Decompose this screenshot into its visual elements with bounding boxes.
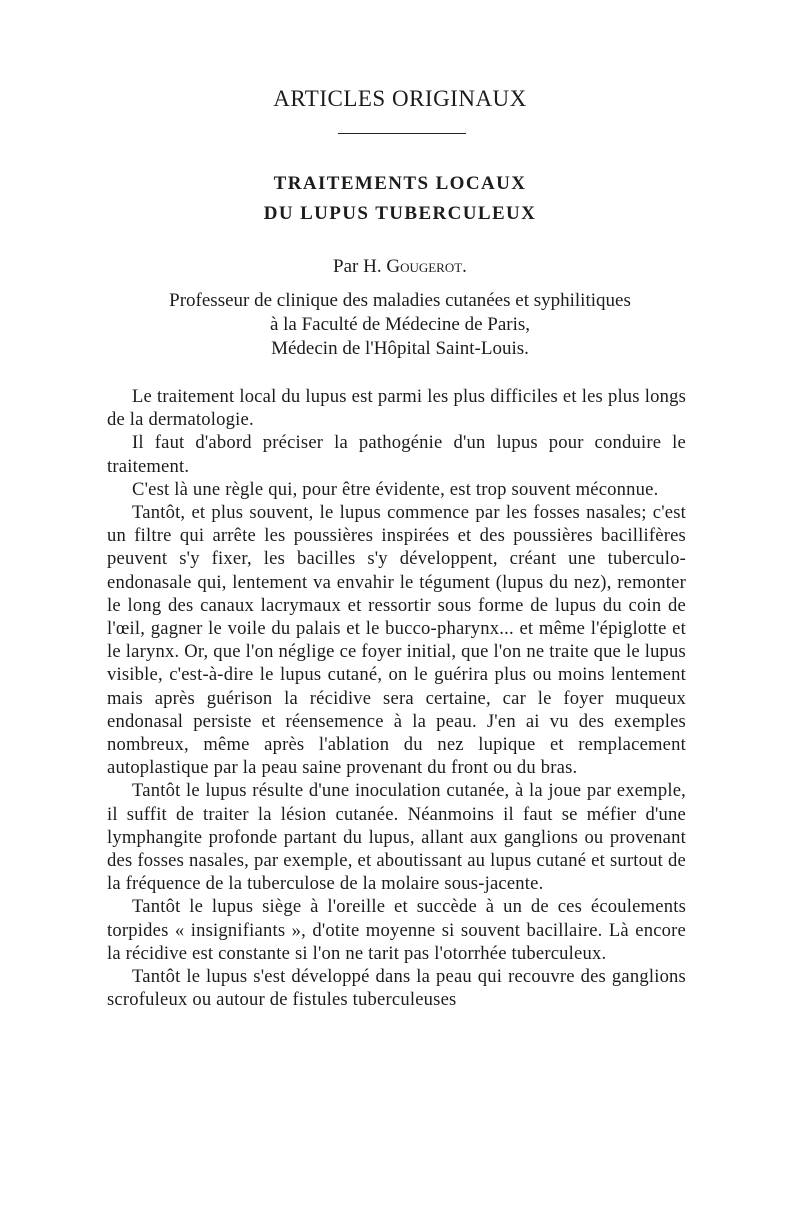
body-paragraph: Tantôt le lupus s'est développé dans la peau qui recouvre des ganglions scrofuleux ou autour de fistules tuberculeuses	[107, 966, 686, 1011]
header-rule	[338, 133, 466, 134]
section-header: ARTICLES ORIGINAUX	[273, 86, 527, 111]
body-paragraph: Il faut d'abord préciser la pathogénie d'un lupus pour conduire le traitement.	[107, 432, 686, 477]
affiliation-line-2: à la Faculté de Médecine de Paris,	[269, 314, 531, 335]
affiliation-line-3: Médecin de l'Hôpital Saint-Louis.	[271, 338, 529, 359]
byline-prefix: Par H.	[333, 256, 382, 277]
body-paragraph: Le traitement local du lupus est parmi les plus difficiles et les plus longs de la dermatologie.	[107, 386, 686, 431]
article-title-line-2: DU LUPUS TUBERCULEUX	[263, 203, 537, 224]
body-paragraph: Tantôt le lupus siège à l'oreille et succède à un de ces écoulements torpides « insignifiants », d'otite moyenne si souvent bacillaire. Là encore la récidive est constante si l'on ne tarit pas l'otorrhée tuberculeux.	[107, 896, 686, 964]
byline	[0, 256, 800, 278]
body-paragraph: Tantôt, et plus souvent, le lupus commence par les fosses nasales; c'est un filtre qui arrête les poussières inspirées et des poussières bacillifères peuvent s'y fixer, les bacilles s'y développent, créant une tuberculo-endonasale qui, lentement va envahir le tégument (lupus du nez), remonter le long des canaux lacrymaux et ressortir sous forme de lupus du coin de l'œil, gagner le voile du palais et le bucco-pharynx... et même l'épiglotte et le larynx. Or, que l'on néglige ce foyer initial, que l'on ne traite que le lupus visible, c'est-à-dire le lupus cutané, on le guérira plus ou moins lentement mais après guérison la récidive sera certaine, car le foyer muqueux endonasal persiste et réensemence à la peau. J'en ai vu des exemples nombreux, même après l'ablation du nez lupique et remplacement autoplastique par la peau saine provenant du front ou du bras.	[107, 502, 686, 779]
body-paragraph: C'est là une règle qui, pour être évidente, est trop souvent méconnue.	[132, 478, 659, 500]
author-name: Gougerot.	[386, 256, 467, 277]
article-body	[107, 385, 686, 1011]
body-paragraph: Tantôt le lupus résulte d'une inoculation cutanée, à la joue par exemple, il suffit de traiter la lésion cutanée. Néanmoins il faut se méfier d'une lymphangite profonde partant du lupus, allant aux ganglions ou provenant des fosses nasales, par exemple, et aboutissant au lupus cutané et surtout de la fréquence de la tuberculose de la molaire sous-jacente.	[107, 780, 686, 895]
article-title-line-1: TRAITEMENTS LOCAUX	[273, 173, 527, 194]
affiliation-line-1: Professeur de clinique des maladies cutanées et syphilitiques	[169, 290, 631, 311]
